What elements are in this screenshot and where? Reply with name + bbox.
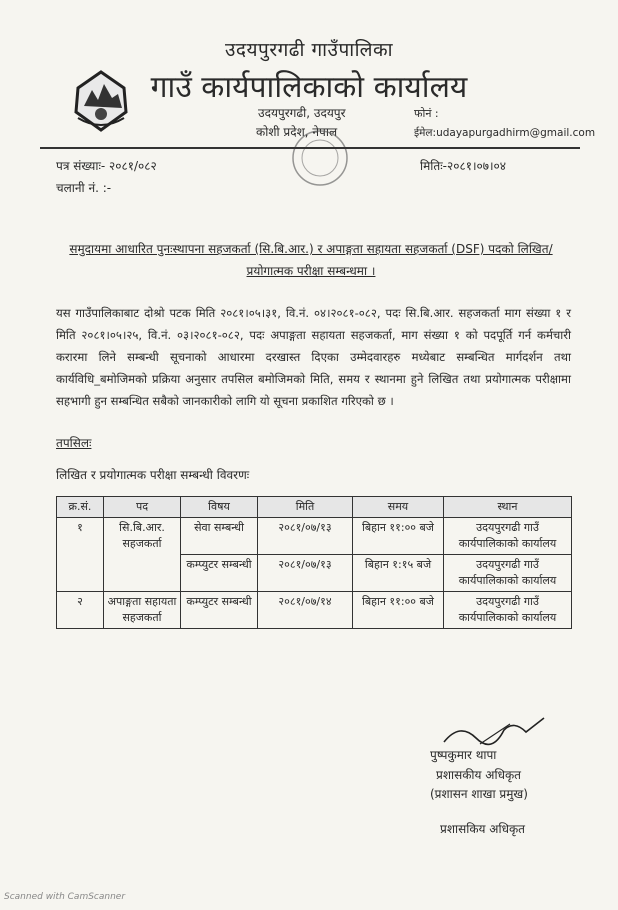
cell-date: २०८१/०७/१३ (258, 518, 353, 555)
col-header: विषय (181, 497, 258, 518)
cell-place: उदयपुरगढी गाउँ कार्यपालिकाको कार्यालय (444, 555, 572, 592)
tapasil-heading: तपसिलः (56, 436, 92, 450)
col-header: स्थान (444, 497, 572, 518)
col-header: मिति (258, 497, 353, 518)
nepal-emblem-icon (72, 70, 130, 132)
cell-place: उदयपुरगढी गाउँ कार्यपालिकाको कार्यालय (444, 518, 572, 555)
table-title: लिखित र प्रयोगात्मक परीक्षा सम्बन्धी विवरणः (56, 468, 250, 482)
col-header: क्र.सं. (57, 497, 104, 518)
cell-post: अपाङ्गता सहायता सहजकर्ता (104, 592, 181, 629)
cell-date: २०८१/०७/१३ (258, 555, 353, 592)
cell-post: सि.बि.आर. सहजकर्ता (104, 518, 181, 592)
cell-sn: २ (57, 592, 104, 629)
header-divider (40, 147, 580, 149)
dispatch-number: चलानी नं. :- (56, 181, 112, 195)
cell-place: उदयपुरगढी गाउँ कार्यपालिकाको कार्यालय (444, 592, 572, 629)
officer-stamp: प्रशासकिय अधिकृत (440, 822, 526, 836)
email-address: ईमेल:udayapurgadhirm@gmail.com (414, 127, 596, 139)
cell-time: बिहान ११:०० बजे (353, 592, 444, 629)
signatory-dept: (प्रशासन शाखा प्रमुख) (430, 787, 528, 801)
cell-time: बिहान ११:०० बजे (353, 518, 444, 555)
cell-sn: १ (57, 518, 104, 592)
signatory-title: प्रशासकीय अधिकृत (436, 768, 522, 782)
cell-subject: कम्प्युटर सम्बन्धी (181, 592, 258, 629)
cell-time: बिहान १:१५ बजे (353, 555, 444, 592)
table-row (57, 592, 572, 629)
signatory-name: पुष्पकुमार थापा (430, 748, 497, 762)
municipality-title: उदयपुरगढी गाउँपालिका (225, 39, 393, 61)
letter-date: मितिः-२०८१।०७।०४ (420, 159, 507, 173)
address-line-1: उदयपुरगढी, उदयपुर (258, 106, 346, 120)
cell-date: २०८१/०७/१४ (258, 592, 353, 629)
cell-subject: कम्प्युटर सम्बन्धी (181, 555, 258, 592)
letter-number: पत्र संख्याः- २०८१/०८२ (56, 159, 157, 173)
exam-schedule-table (56, 496, 572, 629)
office-title: गाउँ कार्यपालिकाको कार्यालय (150, 70, 468, 105)
table-header-row (57, 497, 572, 518)
col-header: पद (104, 497, 181, 518)
signature-icon (440, 712, 550, 750)
subject-line: समुदायमा आधारित पुनःस्थापना सहजकर्ता (सि.बि.आर.) र अपाङ्गता सहायता सहजकर्ता (DSF) पदको लिखित/ प्रयोगात्मक परीक्षा सम्बन्धमा । (69, 242, 553, 278)
office-stamp-icon (290, 128, 350, 188)
scanner-watermark: Scanned with CamScanner (4, 892, 126, 902)
phone-label: फोनं : (414, 107, 439, 120)
body-paragraph: यस गाउँपालिकाबाट दोश्रो पटक मिति २०८१।०५।३१, वि.नं. ०४।२०८१-०८२, पदः सि.बि.आर. सहजकर्ता माग संख्या १ र मिति २०८१।०५।२५, वि.नं. ०३।२०८१-०८२, पदः अपाङ्गता सहायता सहजकर्ता, माग संख्या १ को पदपूर्ति गर्न कर्मचारी करारमा लिने सम्बन्धी सूचनाको आधारमा दरखास्त दिएका उम्मेदवारहरु मध्येबाट सम्बन्धित मार्गदर्शन तथा कार्यविधि_बमोजिमको प्रक्रिया अनुसार तपसिल बमोजिमको मिति, समय र स्थानमा हुने लिखित तथा प्रयोगात्मक परीक्षामा सहभागी हुन सम्बन्धित सबैको जानकारीको लागि यो सूचना प्रकाशित गरिएको छ । (56, 306, 571, 408)
address-line-2: कोशी प्रदेश, नेपाल (256, 125, 338, 139)
col-header: समय (353, 497, 444, 518)
table-row (57, 518, 572, 555)
cell-subject: सेवा सम्बन्धी (181, 518, 258, 555)
